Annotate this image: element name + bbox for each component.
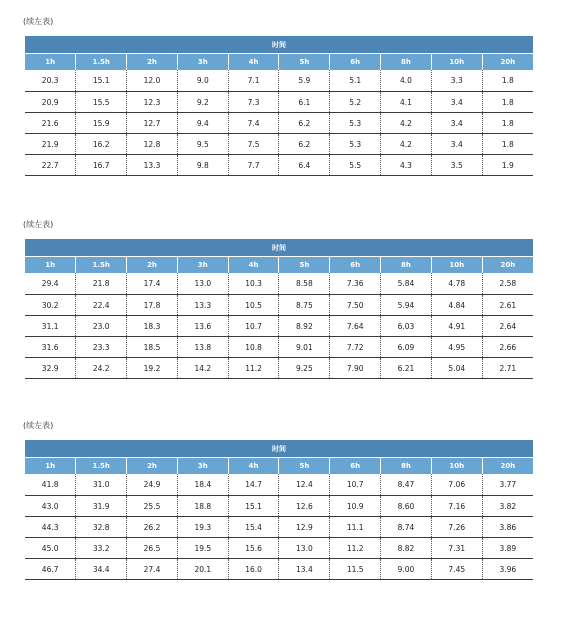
table-cell: 12.7 (127, 113, 178, 134)
table-cell: 13.3 (177, 295, 228, 316)
table-row (25, 337, 533, 358)
table-cell: 15.1 (76, 70, 127, 92)
table-cell: 5.3 (330, 113, 381, 134)
table-cell: 21.6 (25, 113, 76, 134)
table-cell: 1.8 (482, 70, 533, 92)
table-cell: 32.8 (76, 517, 127, 538)
table-cell: 7.26 (431, 517, 482, 538)
column-header: 8h (381, 257, 432, 274)
table-cell: 4.91 (431, 316, 482, 337)
table-row (25, 113, 533, 134)
table-cell: 31.6 (25, 337, 76, 358)
table-cell: 7.4 (228, 113, 279, 134)
header-title: 时间 (25, 440, 533, 458)
table-cell: 5.3 (330, 134, 381, 155)
table-cell: 1.8 (482, 113, 533, 134)
table-cell: 31.9 (76, 496, 127, 517)
table-cell: 5.5 (330, 155, 381, 176)
table-cell: 9.2 (177, 92, 228, 113)
table-cell: 12.4 (279, 474, 330, 496)
table-row (25, 134, 533, 155)
table-block-3 (25, 420, 533, 580)
table-cell: 6.2 (279, 113, 330, 134)
column-header: 5h (279, 458, 330, 475)
table-cell: 3.4 (431, 113, 482, 134)
table-block-2 (25, 219, 533, 379)
column-header: 1h (25, 54, 76, 71)
table-cell: 12.8 (127, 134, 178, 155)
table-cell: 27.4 (127, 559, 178, 580)
table-cell: 13.4 (279, 559, 330, 580)
table-cell: 13.6 (177, 316, 228, 337)
table-cell: 8.74 (381, 517, 432, 538)
table-cell: 3.86 (482, 517, 533, 538)
table-cell: 5.04 (431, 358, 482, 379)
table-row (25, 358, 533, 379)
table-cell: 9.4 (177, 113, 228, 134)
table-cell: 8.92 (279, 316, 330, 337)
table-cell: 9.25 (279, 358, 330, 379)
table-cell: 8.47 (381, 474, 432, 496)
table-row (25, 474, 533, 496)
table-cell: 8.75 (279, 295, 330, 316)
column-header: 1h (25, 257, 76, 274)
table-cell: 2.66 (482, 337, 533, 358)
table-cell: 4.1 (381, 92, 432, 113)
table-cell: 18.5 (127, 337, 178, 358)
table-cell: 21.8 (76, 273, 127, 295)
table-cell: 3.4 (431, 92, 482, 113)
table-cell: 13.3 (127, 155, 178, 176)
table-cell: 4.78 (431, 273, 482, 295)
table-row (25, 517, 533, 538)
table-cell: 8.60 (381, 496, 432, 517)
table-row (25, 70, 533, 92)
table-cell: 9.5 (177, 134, 228, 155)
header-title: 时间 (25, 239, 533, 257)
table-cell: 7.45 (431, 559, 482, 580)
table-cell: 10.9 (330, 496, 381, 517)
table-cell: 4.0 (381, 70, 432, 92)
table-cell: 19.3 (177, 517, 228, 538)
table-cell: 2.71 (482, 358, 533, 379)
column-header: 10h (431, 257, 482, 274)
table-cell: 11.2 (228, 358, 279, 379)
table-cell: 4.2 (381, 134, 432, 155)
table-cell: 10.5 (228, 295, 279, 316)
table-cell: 10.7 (228, 316, 279, 337)
continued-label: (续左表) (23, 220, 54, 229)
column-header: 10h (431, 54, 482, 71)
column-header: 5h (279, 54, 330, 71)
table-cell: 11.5 (330, 559, 381, 580)
table-cell: 4.95 (431, 337, 482, 358)
table-cell: 23.0 (76, 316, 127, 337)
table-cell: 34.4 (76, 559, 127, 580)
table-row (25, 155, 533, 176)
table-cell: 18.4 (177, 474, 228, 496)
data-table (25, 36, 533, 176)
column-header: 20h (482, 257, 533, 274)
table-cell: 4.2 (381, 113, 432, 134)
column-header: 10h (431, 458, 482, 475)
table-cell: 15.1 (228, 496, 279, 517)
table-row (25, 273, 533, 295)
table-cell: 2.58 (482, 273, 533, 295)
table-cell: 7.5 (228, 134, 279, 155)
table-cell: 22.4 (76, 295, 127, 316)
table-cell: 25.5 (127, 496, 178, 517)
column-header: 2h (127, 54, 178, 71)
table-cell: 7.36 (330, 273, 381, 295)
table-cell: 24.2 (76, 358, 127, 379)
column-header: 1.5h (76, 458, 127, 475)
table-row (25, 496, 533, 517)
column-header: 20h (482, 54, 533, 71)
column-header: 6h (330, 54, 381, 71)
table-row (25, 295, 533, 316)
table-cell: 9.8 (177, 155, 228, 176)
table-cell: 3.77 (482, 474, 533, 496)
table-cell: 13.8 (177, 337, 228, 358)
table-cell: 30.2 (25, 295, 76, 316)
table-cell: 6.4 (279, 155, 330, 176)
column-header: 1.5h (76, 54, 127, 71)
table-cell: 15.5 (76, 92, 127, 113)
table-cell: 16.7 (76, 155, 127, 176)
table-cell: 8.58 (279, 273, 330, 295)
table-cell: 31.0 (76, 474, 127, 496)
table-cell: 6.21 (381, 358, 432, 379)
table-cell: 20.9 (25, 92, 76, 113)
table-cell: 10.7 (330, 474, 381, 496)
table-cell: 7.64 (330, 316, 381, 337)
column-header: 6h (330, 458, 381, 475)
column-header: 8h (381, 458, 432, 475)
table-cell: 22.7 (25, 155, 76, 176)
table-cell: 29.4 (25, 273, 76, 295)
table-cell: 7.16 (431, 496, 482, 517)
table-cell: 3.82 (482, 496, 533, 517)
table-cell: 6.09 (381, 337, 432, 358)
table-cell: 6.1 (279, 92, 330, 113)
table-cell: 10.8 (228, 337, 279, 358)
column-header: 3h (177, 458, 228, 475)
table-cell: 24.9 (127, 474, 178, 496)
table-cell: 32.9 (25, 358, 76, 379)
table-cell: 5.2 (330, 92, 381, 113)
table-cell: 31.1 (25, 316, 76, 337)
table-row (25, 92, 533, 113)
table-cell: 6.2 (279, 134, 330, 155)
column-header: 2h (127, 257, 178, 274)
column-header: 20h (482, 458, 533, 475)
table-cell: 18.8 (177, 496, 228, 517)
header-title: 时间 (25, 36, 533, 54)
table-cell: 41.8 (25, 474, 76, 496)
table-cell: 4.84 (431, 295, 482, 316)
table-cell: 12.9 (279, 517, 330, 538)
table-cell: 1.9 (482, 155, 533, 176)
table-cell: 20.3 (25, 70, 76, 92)
continued-label: (续左表) (23, 421, 54, 430)
table-cell: 11.2 (330, 538, 381, 559)
table-row (25, 538, 533, 559)
column-header: 4h (228, 54, 279, 71)
table-cell: 13.0 (177, 273, 228, 295)
table-cell: 16.2 (76, 134, 127, 155)
column-header: 4h (228, 458, 279, 475)
table-cell: 33.2 (76, 538, 127, 559)
table-cell: 19.5 (177, 538, 228, 559)
table-cell: 17.4 (127, 273, 178, 295)
table-cell: 3.96 (482, 559, 533, 580)
table-cell: 6.03 (381, 316, 432, 337)
column-header: 5h (279, 257, 330, 274)
table-row (25, 559, 533, 580)
table-cell: 1.8 (482, 92, 533, 113)
table-cell: 9.0 (177, 70, 228, 92)
table-cell: 21.9 (25, 134, 76, 155)
table-cell: 26.2 (127, 517, 178, 538)
table-cell: 9.01 (279, 337, 330, 358)
column-header: 8h (381, 54, 432, 71)
table-cell: 5.9 (279, 70, 330, 92)
table-cell: 3.4 (431, 134, 482, 155)
column-header: 6h (330, 257, 381, 274)
table-cell: 11.1 (330, 517, 381, 538)
table-cell: 5.1 (330, 70, 381, 92)
data-table (25, 440, 533, 580)
table-cell: 46.7 (25, 559, 76, 580)
data-table (25, 239, 533, 379)
table-cell: 14.2 (177, 358, 228, 379)
table-cell: 18.3 (127, 316, 178, 337)
table-cell: 17.8 (127, 295, 178, 316)
table-cell: 13.0 (279, 538, 330, 559)
table-cell: 2.61 (482, 295, 533, 316)
column-header: 2h (127, 458, 178, 475)
table-cell: 19.2 (127, 358, 178, 379)
table-cell: 10.3 (228, 273, 279, 295)
table-cell: 7.72 (330, 337, 381, 358)
table-cell: 5.84 (381, 273, 432, 295)
table-cell: 8.82 (381, 538, 432, 559)
table-cell: 7.06 (431, 474, 482, 496)
table-cell: 45.0 (25, 538, 76, 559)
table-cell: 4.3 (381, 155, 432, 176)
table-cell: 15.9 (76, 113, 127, 134)
table-block-1 (25, 16, 533, 176)
continued-label: (续左表) (23, 17, 54, 26)
table-cell: 12.0 (127, 70, 178, 92)
table-cell: 2.64 (482, 316, 533, 337)
column-header: 3h (177, 257, 228, 274)
table-cell: 7.90 (330, 358, 381, 379)
table-cell: 7.31 (431, 538, 482, 559)
table-cell: 7.1 (228, 70, 279, 92)
table-cell: 7.3 (228, 92, 279, 113)
table-cell: 12.6 (279, 496, 330, 517)
table-cell: 7.7 (228, 155, 279, 176)
table-cell: 23.3 (76, 337, 127, 358)
table-cell: 43.0 (25, 496, 76, 517)
table-cell: 1.8 (482, 134, 533, 155)
table-cell: 16.0 (228, 559, 279, 580)
column-header: 3h (177, 54, 228, 71)
column-header: 4h (228, 257, 279, 274)
column-header: 1.5h (76, 257, 127, 274)
table-cell: 7.50 (330, 295, 381, 316)
table-cell: 12.3 (127, 92, 178, 113)
table-cell: 3.5 (431, 155, 482, 176)
table-cell: 20.1 (177, 559, 228, 580)
table-cell: 15.4 (228, 517, 279, 538)
table-cell: 3.3 (431, 70, 482, 92)
table-cell: 14.7 (228, 474, 279, 496)
table-cell: 5.94 (381, 295, 432, 316)
table-row (25, 316, 533, 337)
table-cell: 9.00 (381, 559, 432, 580)
table-cell: 15.6 (228, 538, 279, 559)
column-header: 1h (25, 458, 76, 475)
table-cell: 44.3 (25, 517, 76, 538)
table-cell: 26.5 (127, 538, 178, 559)
table-cell: 3.89 (482, 538, 533, 559)
